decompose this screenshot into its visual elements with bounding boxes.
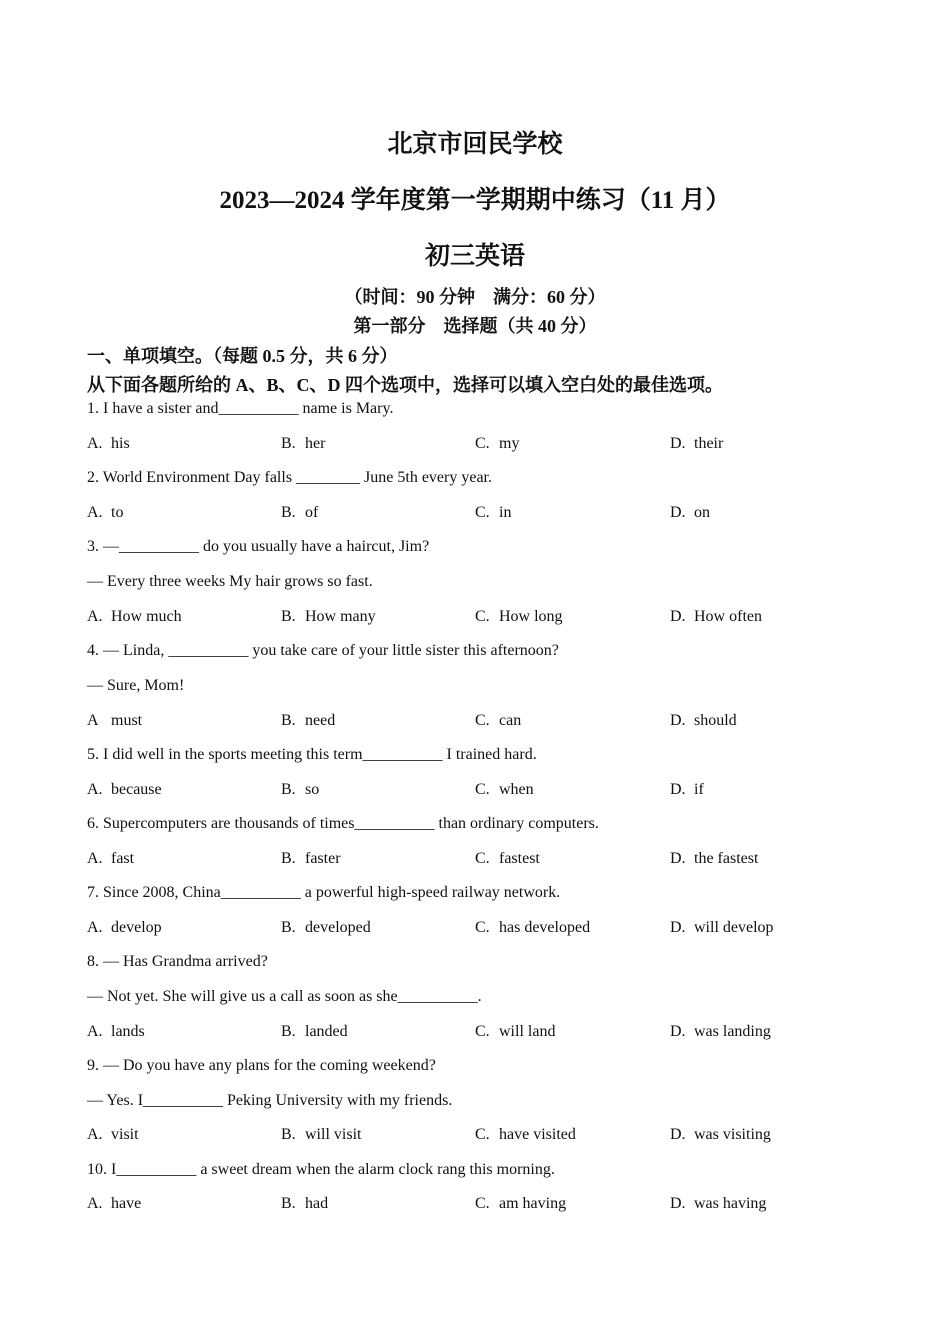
option-c xyxy=(475,781,534,799)
option-text: will visit xyxy=(305,1126,362,1143)
option-label: C. xyxy=(475,1195,490,1212)
option-a xyxy=(87,1126,139,1144)
option-label: C. xyxy=(475,1126,490,1143)
option-text: visit xyxy=(111,1126,139,1143)
option-a xyxy=(87,435,130,453)
option-c xyxy=(475,1195,566,1213)
option-label: D. xyxy=(670,1023,686,1040)
option-d xyxy=(670,504,710,522)
option-text: if xyxy=(694,781,704,798)
option-d xyxy=(670,712,737,730)
question-stem: 9. — Do you have any plans for the coming weekend? xyxy=(87,1057,436,1074)
option-b xyxy=(281,1126,361,1144)
question-stem: 3. —__________ do you usually have a haircut, Jim? xyxy=(87,538,430,555)
option-text: when xyxy=(499,781,534,798)
option-label: C. xyxy=(475,608,490,625)
question-dialogue-line: — Yes. I__________ Peking University with my friends. xyxy=(87,1092,453,1109)
question-stem: 1. I have a sister and__________ name is Mary. xyxy=(87,400,394,417)
option-text: her xyxy=(305,435,326,452)
question-stem: 7. Since 2008, China__________ a powerful high-speed railway network. xyxy=(87,884,561,901)
exam-info: （时间：90 分钟 满分：60 分） xyxy=(344,287,606,307)
exam-title: 2023—2024 学年度第一学期期中练习（11 月） xyxy=(219,187,731,214)
option-d xyxy=(670,850,758,868)
option-label: A. xyxy=(87,504,103,521)
option-text: was visiting xyxy=(694,1126,771,1143)
option-text: so xyxy=(305,781,320,798)
option-a xyxy=(87,1195,141,1213)
option-label: B. xyxy=(281,850,296,867)
option-text: have visited xyxy=(499,1126,576,1143)
section-instruction: 从下面各题所给的 A、B、C、D 四个选项中，选择可以填入空白处的最佳选项。 xyxy=(87,375,723,395)
option-text: was landing xyxy=(694,1023,771,1040)
option-text: has developed xyxy=(499,919,591,936)
option-label: B. xyxy=(281,919,296,936)
option-text: his xyxy=(111,435,130,452)
option-label: C. xyxy=(475,504,490,521)
option-a xyxy=(87,608,182,626)
option-label: C. xyxy=(475,1023,490,1040)
option-b xyxy=(281,919,371,937)
option-label: D. xyxy=(670,850,686,867)
option-label: A. xyxy=(87,781,103,798)
question-stem: 2. World Environment Day falls ________ June 5th every year. xyxy=(87,469,492,486)
option-a xyxy=(87,850,134,868)
option-text: on xyxy=(694,504,710,521)
question-dialogue-line: — Every three weeks My hair grows so fast. xyxy=(87,573,373,590)
option-c xyxy=(475,504,511,522)
option-d xyxy=(670,608,762,626)
option-b xyxy=(281,608,376,626)
question-dialogue-line: — Sure, Mom! xyxy=(87,677,185,694)
option-b xyxy=(281,504,318,522)
option-label: D. xyxy=(670,781,686,798)
option-text: How much xyxy=(111,608,182,625)
option-text: should xyxy=(694,712,737,729)
option-label: C. xyxy=(475,850,490,867)
option-c xyxy=(475,712,521,730)
option-text: must xyxy=(111,712,143,729)
option-label: B. xyxy=(281,781,296,798)
option-a xyxy=(87,504,123,522)
option-c xyxy=(475,1023,555,1041)
part-title: 第一部分 选择题（共 40 分） xyxy=(353,316,597,336)
option-a xyxy=(87,781,162,799)
option-d xyxy=(670,1195,766,1213)
option-label: A. xyxy=(87,1126,103,1143)
option-label: A. xyxy=(87,919,103,936)
option-text: was having xyxy=(694,1195,767,1212)
option-d xyxy=(670,781,704,799)
option-label: C. xyxy=(475,919,490,936)
option-label: D. xyxy=(670,435,686,452)
option-label: D. xyxy=(670,504,686,521)
option-text: fastest xyxy=(499,850,540,867)
option-text: the fastest xyxy=(694,850,759,867)
option-label: A. xyxy=(87,850,103,867)
option-text: lands xyxy=(111,1023,145,1040)
option-text: their xyxy=(694,435,724,452)
option-text: faster xyxy=(305,850,341,867)
option-text: of xyxy=(305,504,319,521)
option-b xyxy=(281,435,325,453)
option-label: C. xyxy=(475,781,490,798)
question-dialogue-line: — Not yet. She will give us a call as soon as she__________. xyxy=(87,988,482,1005)
option-a xyxy=(87,1023,145,1041)
section-title: 一、单项填空。（每题 0.5 分，共 6 分） xyxy=(87,346,398,366)
option-text: will land xyxy=(499,1023,556,1040)
option-text: have xyxy=(111,1195,142,1212)
option-a xyxy=(87,919,162,937)
option-text: to xyxy=(111,504,124,521)
option-text: am having xyxy=(499,1195,567,1212)
option-label: A. xyxy=(87,1195,103,1212)
option-label: C. xyxy=(475,435,490,452)
option-c xyxy=(475,919,590,937)
option-c xyxy=(475,850,540,868)
option-text: How many xyxy=(305,608,376,625)
option-label: D. xyxy=(670,712,686,729)
option-text: in xyxy=(499,504,512,521)
option-c xyxy=(475,435,519,453)
question-stem: 8. — Has Grandma arrived? xyxy=(87,953,268,970)
option-text: developed xyxy=(305,919,371,936)
option-d xyxy=(670,919,774,937)
option-c xyxy=(475,1126,576,1144)
option-label: A. xyxy=(87,608,103,625)
school-name: 北京市回民学校 xyxy=(387,131,563,158)
option-d xyxy=(670,1023,771,1041)
option-b xyxy=(281,1023,348,1041)
option-text: How often xyxy=(694,608,762,625)
option-label: B. xyxy=(281,712,296,729)
option-label: D. xyxy=(670,608,686,625)
option-text: need xyxy=(305,712,336,729)
option-label: D. xyxy=(670,1126,686,1143)
option-label: A xyxy=(87,712,99,729)
option-c xyxy=(475,608,563,626)
option-label: C. xyxy=(475,712,490,729)
option-a xyxy=(87,712,142,730)
question-stem: 5. I did well in the sports meeting this term__________ I trained hard. xyxy=(87,746,537,763)
option-label: B. xyxy=(281,504,296,521)
option-label: B. xyxy=(281,1023,296,1040)
option-text: will develop xyxy=(694,919,774,936)
question-stem: 6. Supercomputers are thousands of times__________ than ordinary computers. xyxy=(87,815,599,832)
option-text: landed xyxy=(305,1023,348,1040)
option-label: D. xyxy=(670,1195,686,1212)
option-b xyxy=(281,850,341,868)
question-stem: 10. I__________ a sweet dream when the alarm clock rang this morning. xyxy=(87,1161,555,1178)
option-label: D. xyxy=(670,919,686,936)
option-b xyxy=(281,1195,328,1213)
option-b xyxy=(281,712,335,730)
option-text: fast xyxy=(111,850,135,867)
option-d xyxy=(670,435,723,453)
subject-title: 初三英语 xyxy=(424,243,525,270)
option-text: develop xyxy=(111,919,162,936)
question-stem: 4. — Linda, __________ you take care of your little sister this afternoon? xyxy=(87,642,559,659)
option-text: How long xyxy=(499,608,563,625)
option-text: can xyxy=(499,712,522,729)
option-label: A. xyxy=(87,1023,103,1040)
option-label: B. xyxy=(281,1126,296,1143)
option-text: my xyxy=(499,435,520,452)
option-label: B. xyxy=(281,435,296,452)
option-d xyxy=(670,1126,771,1144)
option-b xyxy=(281,781,319,799)
option-label: A. xyxy=(87,435,103,452)
option-text: had xyxy=(305,1195,329,1212)
option-label: B. xyxy=(281,1195,296,1212)
option-text: because xyxy=(111,781,162,798)
option-label: B. xyxy=(281,608,296,625)
